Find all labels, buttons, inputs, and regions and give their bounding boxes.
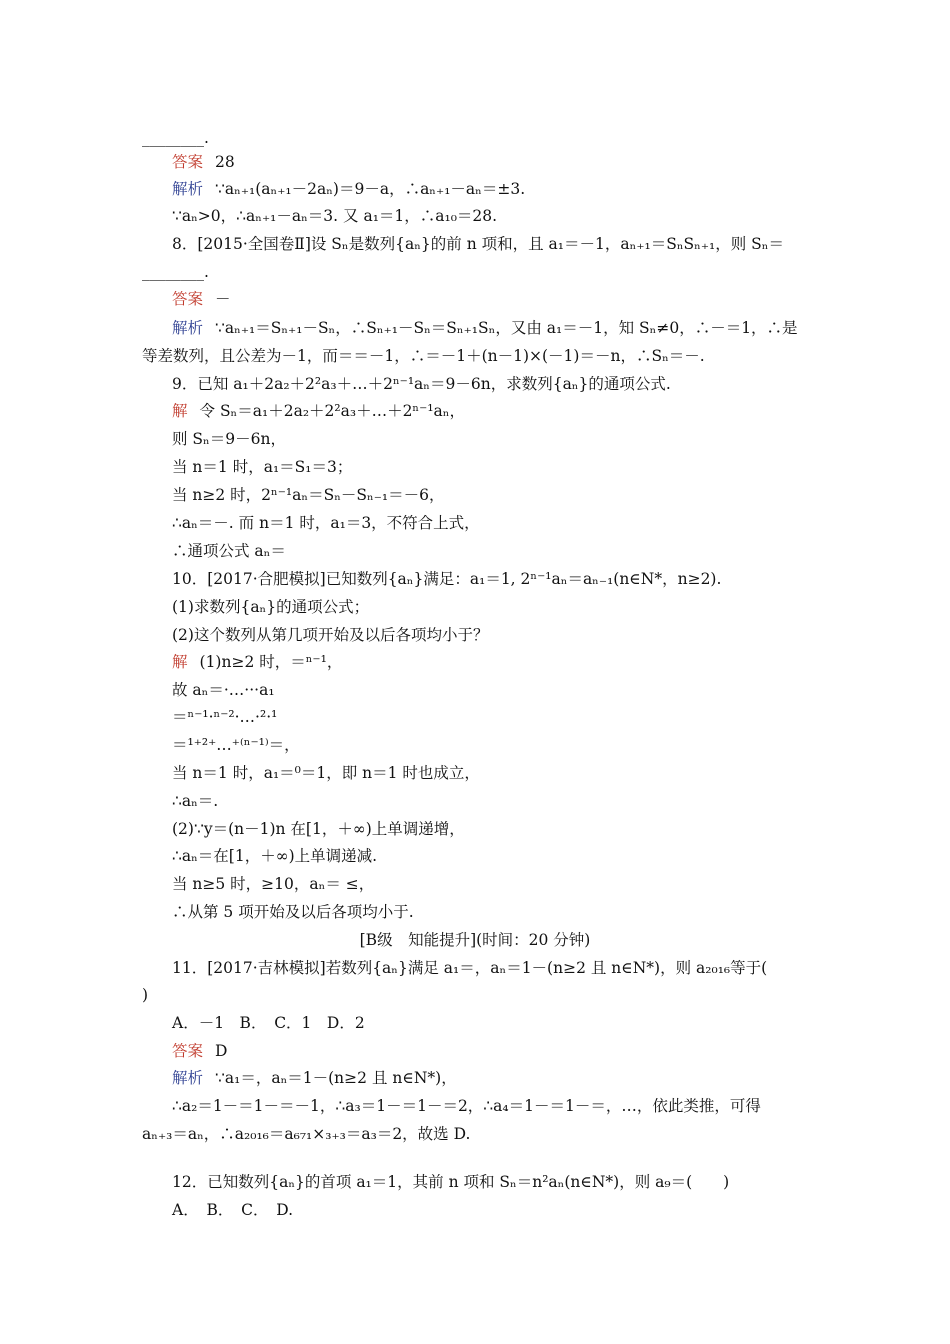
line-text: D [215, 1042, 228, 1060]
line-text: (1)n≥2 时，＝ⁿ⁻¹， [199, 653, 343, 671]
text-line [142, 262, 812, 282]
answer-label: 答案 [172, 153, 204, 171]
text-line [172, 652, 842, 672]
line-text: [B级 知能提升](时间：20 分钟) [359, 931, 591, 949]
answer-label: 解析 [172, 180, 204, 198]
line-text: ∴aₙ＝－. 而 n＝1 时，a₁＝3，不符合上式， [172, 514, 480, 532]
text-line [172, 1096, 842, 1116]
line-text: ＝ⁿ⁻¹·ⁿ⁻²·…·²·¹ [172, 708, 278, 726]
text-line [172, 707, 842, 727]
text-line [172, 541, 842, 561]
text-line [172, 1013, 842, 1033]
text-line [172, 735, 842, 755]
answer-label: 解析 [172, 1069, 204, 1087]
line-text: (1)求数列{aₙ}的通项公式； [172, 598, 370, 616]
line-text: 故 aₙ＝·…···a₁ [172, 681, 275, 699]
line-text: 当 n＝1 时，a₁＝S₁＝3； [172, 458, 353, 476]
answer-label: 解 [172, 402, 188, 420]
line-text: 当 n≥5 时，≥10，aₙ＝ ≤， [172, 875, 375, 893]
line-text: ∵a₁＝，aₙ＝1－(n≥2 且 n∈N*)， [215, 1069, 457, 1087]
text-line [172, 179, 842, 199]
line-text: 28 [215, 153, 235, 171]
text-line [172, 819, 842, 839]
line-text: ∴从第 5 项开始及以后各项均小于. [172, 903, 414, 921]
answer-label: 答案 [172, 290, 204, 308]
line-text: (2)这个数列从第几项开始及以后各项均小于？ [172, 626, 489, 644]
text-line [172, 401, 842, 421]
line-text: (2)∵y＝(n－1)n 在[1，＋∞)上单调递增， [172, 820, 465, 838]
text-line [172, 152, 842, 172]
line-text: 10．[2017·合肥模拟]已知数列{aₙ}满足：a₁＝1, 2ⁿ⁻¹aₙ＝aₙ₋₁(n∈N*，n≥2). [172, 570, 722, 588]
answer-label: 解析 [172, 319, 204, 337]
text-line [172, 457, 842, 477]
text-line [172, 625, 842, 645]
line-text: ∴aₙ＝在[1，＋∞)上单调递减. [172, 847, 378, 865]
line-text: 9．已知 a₁＋2a₂＋2²a₃＋…＋2ⁿ⁻¹aₙ＝9－6n，求数列{aₙ}的通项公式. [172, 375, 671, 393]
text-line [172, 791, 842, 811]
line-text: 则 Sₙ＝9－6n， [172, 430, 286, 448]
text-line [172, 374, 842, 394]
line-text: ________. [142, 263, 209, 281]
line-text: ________. [142, 129, 209, 147]
text-line [172, 597, 842, 617]
text-line [172, 485, 842, 505]
text-line [142, 985, 812, 1005]
text-line [172, 1068, 842, 1088]
text-line [172, 1041, 842, 1061]
line-text: 等差数列，且公差为－1，而＝＝－1，∴＝－1＋(n－1)×(－1)＝－n，∴Sₙ＝－. [142, 347, 705, 365]
line-text: ∵aₙ>0，∴aₙ₊₁－aₙ＝3. 又 a₁＝1，∴a₁₀＝28. [172, 207, 498, 225]
line-text: ＝¹⁺²⁺…⁺⁽ⁿ⁻¹⁾＝， [172, 736, 300, 754]
text-line [142, 1124, 812, 1144]
answer-label: 解 [172, 653, 188, 671]
line-text: ∵aₙ₊₁＝Sₙ₊₁－Sₙ，∴Sₙ₊₁－Sₙ＝Sₙ₊₁Sₙ，又由 a₁＝－1，知 Sₙ≠0，∴－＝1，∴是 [215, 319, 798, 337]
answer-label: 答案 [172, 1042, 204, 1060]
text-line [142, 128, 812, 148]
line-text: ∵aₙ₊₁(aₙ₊₁－2aₙ)＝9－a，∴aₙ₊₁－aₙ＝±3. [215, 180, 526, 198]
line-text: 当 n＝1 时，a₁＝⁰＝1，即 n＝1 时也成立， [172, 764, 480, 782]
text-line [172, 680, 842, 700]
text-line [172, 902, 842, 922]
line-text: － [215, 290, 231, 308]
text-line [172, 513, 842, 533]
text-line [172, 429, 842, 449]
text-line [172, 318, 842, 338]
text-line [172, 1200, 842, 1220]
text-line [172, 846, 842, 866]
line-text: A．－1 B． C．1 D．2 [172, 1014, 365, 1032]
line-text: ∴aₙ＝. [172, 792, 219, 810]
line-text: aₙ₊₃＝aₙ，∴a₂₀₁₆＝a₆₇₁×₃₊₃＝a₃＝2，故选 D. [142, 1125, 471, 1143]
text-line [172, 569, 842, 589]
line-text: 令 Sₙ＝a₁＋2a₂＋2²a₃＋…＋2ⁿ⁻¹aₙ， [199, 402, 465, 420]
line-text: ∴a₂＝1－＝1－＝－1，∴a₃＝1－＝1－＝2，∴a₄＝1－＝1－＝，…，依此类推，可得 [172, 1097, 761, 1115]
line-text: ∴通项公式 aₙ＝ [172, 542, 286, 560]
line-text: 12．已知数列{aₙ}的首项 a₁＝1，其前 n 项和 Sₙ＝n²aₙ(n∈N*)，则 a₉＝( ) [172, 1173, 730, 1191]
text-line [142, 346, 812, 366]
text-line [172, 874, 842, 894]
line-text: 11．[2017·吉林模拟]若数列{aₙ}满足 a₁＝，aₙ＝1－(n≥2 且 n∈N*)，则 a₂₀₁₆等于( [172, 959, 768, 977]
line-text: A． B． C． D. [172, 1201, 293, 1219]
line-text: 8．[2015·全国卷Ⅱ]设 Sₙ是数列{aₙ}的前 n 项和，且 a₁＝－1，aₙ₊₁＝SₙSₙ₊₁，则 Sₙ＝ [172, 235, 785, 253]
text-line [172, 958, 842, 978]
text-line [172, 1172, 842, 1192]
line-text: 当 n≥2 时，2ⁿ⁻¹aₙ＝Sₙ－Sₙ₋₁＝－6， [172, 486, 445, 504]
text-line [172, 234, 842, 254]
text-line [172, 763, 842, 783]
line-text: ) [142, 986, 149, 1004]
text-line [172, 289, 842, 309]
text-line [172, 206, 842, 226]
text-line [0, 930, 950, 950]
